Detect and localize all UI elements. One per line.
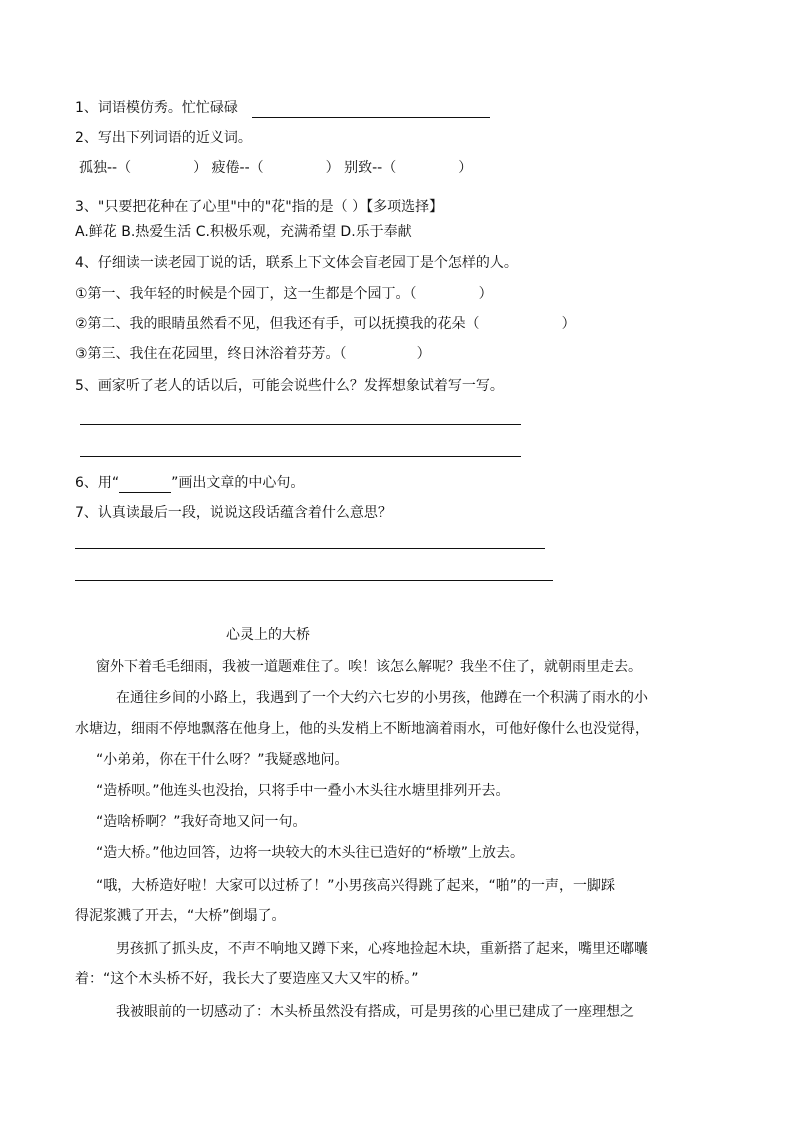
question-3-options [75, 222, 412, 242]
item-1-text: ①第一、我年轻的时候是个园丁，这一生都是个园丁。（ [75, 286, 417, 302]
paren-close: ） [193, 160, 208, 176]
question-5-label: 5、画家听了老人的话以后，可能会说些什么？发挥想象试着写一写。 [75, 378, 504, 394]
question-7-label: 7、认真读最后一段，说说这段话蕴含着什么意思？ [75, 505, 392, 521]
paragraph-7-line-2: 得泥浆溅了开去，“大桥”倒塌了。 [75, 908, 286, 924]
question-2-label: 2、写出下列词语的近义词。 [75, 130, 252, 146]
question-4-item-2 [75, 314, 576, 334]
paragraph-6: “造大桥。”他边回答，边将一块较大的木头往已造好的“桥墩”上放去。 [96, 845, 525, 861]
paragraph-7-line-1: “哦，大桥造好啦！大家可以过桥了！”小男孩高兴得跳了起来，“啪”的一声，一脚踩 [96, 878, 616, 894]
question-1 [75, 98, 490, 118]
question-7 [75, 503, 392, 523]
paragraph-4: “造桥呗。”他连头也没抬，只将手中一叠小木头往水塘里排列开去。 [96, 783, 510, 799]
paragraph-2-line-2: 水塘边，细雨不停地飘落在他身上，他的头发梢上不断地滴着雨水，可他好像什么也没觉得， [75, 721, 649, 737]
paragraph-9: 我被眼前的一切感动了：木头桥虽然没有搭成，可是男孩的心里已建成了一座理想之 [116, 1004, 634, 1020]
word-1-label: 孤独--（ [79, 160, 132, 176]
question-3-label: 3、"只要把花种在了心里"中的"花"指的是（ ）【多项选择】 [75, 199, 444, 215]
paragraph-2-line-1: 在通往乡间的小路上，我遇到了一个大约六七岁的小男孩，他蹲在一个积满了雨水的小 [116, 690, 648, 706]
paren-close: ） [478, 286, 493, 302]
question-3 [75, 197, 443, 217]
answer-line-7b[interactable] [75, 580, 553, 581]
paren-close: ） [416, 346, 431, 362]
question-4-item-3 [75, 344, 431, 364]
paren-close: ） [561, 316, 576, 332]
paragraph-5: “造啥桥啊？”我好奇地又问一句。 [96, 814, 307, 830]
question-4 [75, 253, 518, 273]
answer-line-5a[interactable] [80, 424, 521, 425]
question-4-label: 4、仔细读一读老园丁说的话，联系上下文体会盲老园丁是个怎样的人。 [75, 255, 518, 271]
article-title: 心灵上的大桥 [226, 627, 310, 643]
question-4-item-1 [75, 284, 493, 304]
item-2-text: ②第二、我的眼睛虽然看不见，但我还有手，可以抚摸我的花朵（ [75, 316, 480, 332]
question-5 [75, 376, 504, 396]
paren-close: ） [458, 160, 473, 176]
question-6 [75, 473, 304, 493]
word-2-label: 疲倦--（ [211, 160, 264, 176]
word-3-label: 别致--（ [344, 160, 397, 176]
answer-blank-1[interactable] [252, 99, 490, 118]
question-6-label-post: ”画出文章的中心句。 [171, 475, 305, 491]
question-2 [75, 128, 252, 148]
paren-close: ） [325, 160, 340, 176]
answer-line-5b[interactable] [80, 456, 521, 457]
paragraph-8-line-1: 男孩抓了抓头皮，不声不响地又蹲下来，心疼地捡起木块，重新搭了起来，嘴里还嘟囔 [116, 941, 648, 957]
underline-sample [119, 476, 171, 493]
question-2-words [79, 158, 472, 178]
paragraph-3: “小弟弟，你在干什么呀？”我疑惑地问。 [96, 752, 349, 768]
question-6-label-pre: 6、用“ [75, 475, 120, 491]
question-3-options-text: A.鲜花 B.热爱生活 C.积极乐观，充满希望 D.乐于奉献 [75, 224, 412, 240]
paragraph-1: 窗外下着毛毛细雨，我被一道题难住了。唉！该怎么解呢？我坐不住了，就朝雨里走去。 [96, 659, 642, 675]
paragraph-8-line-2: 着：“这个木头桥不好，我长大了要造座又大又牢的桥。” [75, 971, 419, 987]
question-1-label: 1、词语模仿秀。忙忙碌碌 [75, 100, 238, 116]
answer-line-7a[interactable] [75, 548, 545, 549]
item-3-text: ③第三、我住在花园里，终日沐浴着芬芳。（ [75, 346, 347, 362]
